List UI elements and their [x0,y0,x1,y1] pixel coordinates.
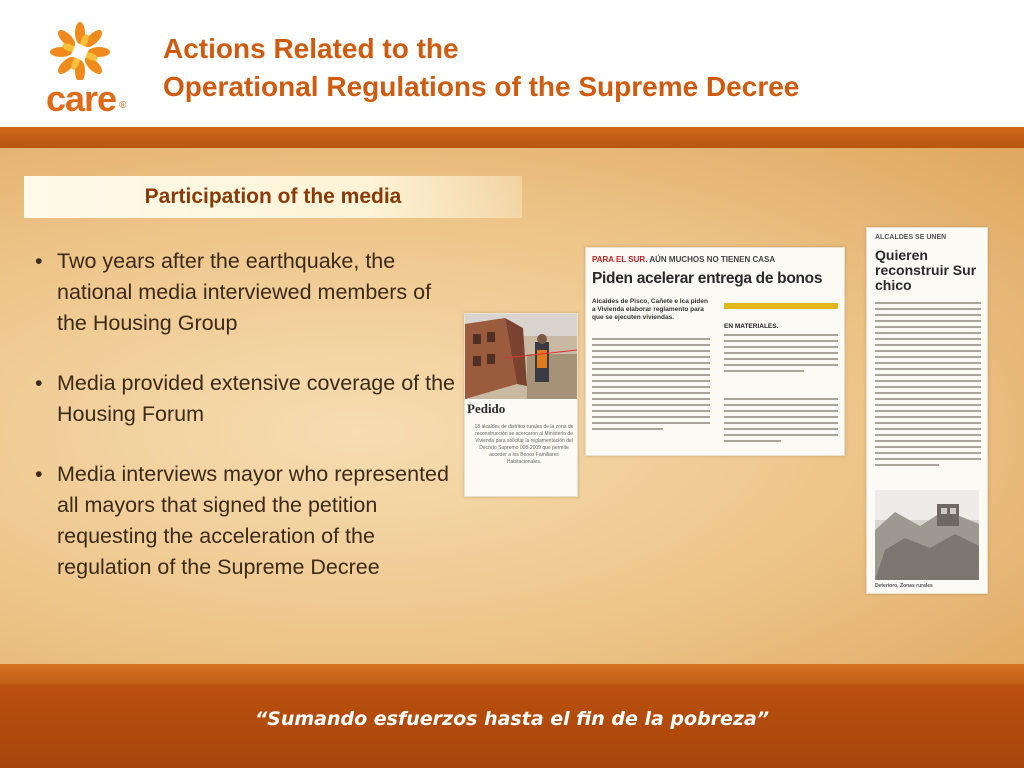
newspaper-clipping-sur-chico [866,227,988,594]
bullet-item: • Media provided extensive coverage of the Housing Forum [32,368,462,430]
clipping-text-column [724,334,838,376]
care-hands-icon [38,20,138,80]
clipping-headline: Pedido [467,401,506,416]
clipping-photo-caption: Deterioro. Zonas rurales [875,583,933,589]
section-subtitle-box [24,176,522,218]
newspaper-clipping-pedido [464,313,578,497]
registered-mark: ® [119,100,127,111]
clipping-headline: Piden acelerar entrega de bonos [592,270,823,287]
newspaper-clipping-bonos [585,247,845,456]
clipping-body: 18 alcaldes de distritos rurales de la zona de reconstrucción se acercaron al Ministerio de Vivienda para solicitar la reglamentación del Decreto Supremo 008-2009 que permite acceder a los Bonos Familiares Habitacionales. [474,424,574,465]
bullet-item: • Two years after the earthquake, the national media interviewed members of the Housing Group [32,246,462,339]
slide-title-line-2: Operational Regulations of the Supreme Decree [163,71,800,102]
clipping-kicker: ALCALDES SE UNEN [875,234,947,241]
slide-header [0,0,1024,127]
clipping-text-column [724,398,838,446]
bullet-item: • Media interviews mayor who represented all mayors that signed the petition requesting the acceleration of the regulation of the Supreme Decree [32,459,462,583]
section-subtitle: Participation of the media [144,185,402,208]
clipping-text-column [592,338,710,434]
clipping-lead: Alcaldes de Pisco, Cañete e Ica piden a Vivienda elaborar reglamento para que se ejecuten viviendas. [592,298,708,321]
clipping-subhead: EN MATERIALES. [724,323,779,330]
bottom-divider-band [0,664,1024,684]
rubble-photo [875,490,979,580]
care-logo-text: care [46,78,117,119]
damaged-building-photo [465,314,577,399]
clipping-kicker: PARA EL SUR. AÚN MUCHOS NO TIENEN CASA [592,255,776,264]
footer-bar [0,684,1024,768]
bullet-list [32,246,462,612]
footer-tagline: “Sumando esfuerzos hasta el fin de la pobreza” [254,708,770,730]
clipping-accent-bar [724,303,838,309]
clipping-text-column [875,302,981,470]
slide-title-line-1: Actions Related to the [163,33,459,64]
care-logo [38,20,138,120]
top-divider-band [0,127,1024,148]
slide-title [163,30,799,106]
clipping-headline: Quieren reconstruir Sur chico [875,247,977,293]
